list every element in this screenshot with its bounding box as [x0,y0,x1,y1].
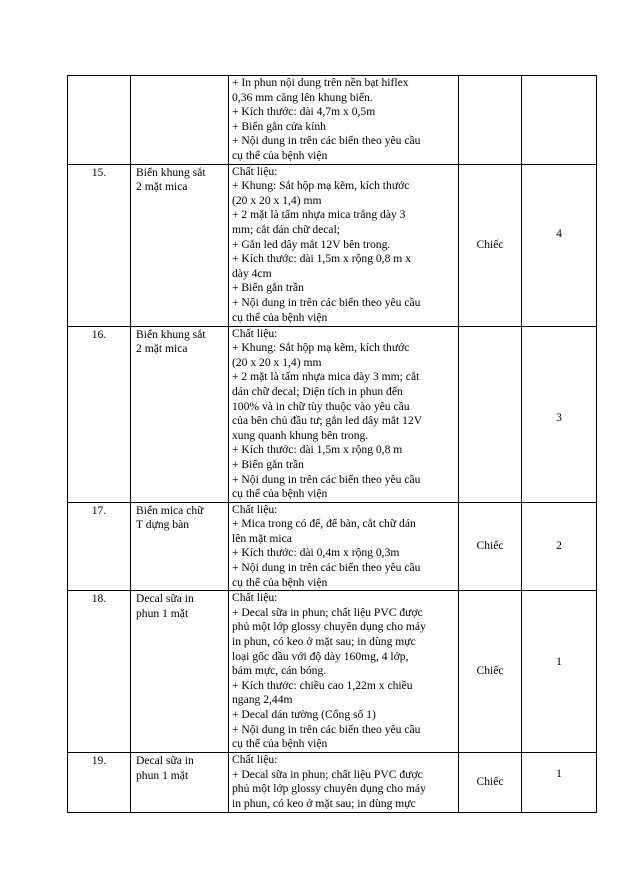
item-number-cell: 15. [68,164,131,326]
description-line: lên mặt mica [232,531,292,545]
description-line: + Decal dán tường (Cổng số 1) [232,708,376,721]
description-line: (20 x 20 x 1,4) mm [232,193,322,207]
item-name-line: 2 mặt mica [136,180,188,194]
description-line: xung quanh khung bên trong. [232,428,369,442]
item-name-line: Decal sữa in [136,592,194,606]
description-line: cụ thể của bệnh viện [232,737,328,751]
description-line: + Nội dung in trên các biển theo yêu cầu [232,722,421,736]
unit-cell: Chiếc [459,753,522,812]
description-line: của bên chủ đầu tư; gắn led dây mắt 12V [232,414,423,428]
description-line: Chất liệu: [232,502,278,516]
item-description-cell [229,753,459,812]
item-number-cell: 19. [68,753,131,812]
description-line: loại gốc dầu với độ dày 160mg, 4 lớp, [232,649,409,663]
description-line: cụ thể của bệnh viện [232,487,328,501]
table-row [68,76,597,165]
item-name-line: Biển khung sắt [136,327,206,341]
description-line: dán chữ decal; Diện tích in phun đến [232,384,403,398]
description-line: + Decal sữa in phun; chất liệu PVC được [232,605,423,619]
description-line: phủ một lớp glossy chuyên dụng cho máy [232,782,426,796]
quantity-cell [522,76,597,165]
description-line: Chất liệu: [232,164,278,178]
description-line: + 2 mặt là tấm nhựa mica dày 3 mm; cắt [232,370,420,384]
description-line: dày 4cm [232,266,272,280]
description-line: + Khung: Sắt hộp mạ kẽm, kích thước [232,341,410,355]
description-line: Chất liệu: [232,591,278,605]
specification-table [67,75,597,813]
description-line: + Biển gắn trần [232,281,304,295]
item-description-cell [229,164,459,326]
description-line: + Biển gắn cửa kính [232,119,326,133]
item-description-cell [229,591,459,753]
table-row [68,164,597,326]
description-line: + Nội dung in trên các biển theo yêu cầu [232,561,421,575]
description-line: + Mica trong có đế, để bàn, cắt chữ dán [232,517,416,531]
table-row [68,591,597,753]
item-name-cell [131,502,229,591]
description-line: + In phun nội dung trên nền bạt hiflex [232,76,409,89]
unit-cell: Chiếc [459,591,522,753]
description-line: ngang 2,44m [232,693,293,707]
item-name-line: T dựng bàn [136,518,190,532]
table-row [68,753,597,812]
item-name-line: phun 1 mặt [136,768,189,782]
quantity-cell: 1 [522,753,597,812]
description-line: + Nội dung in trên các biển theo yêu cầu [232,472,421,486]
table-row [68,326,597,502]
description-line: + Kích thước: chiều cao 1,22m x chiều [232,678,413,692]
description-line: + Kích thước: dài 1,5m x rộng 0,8 m x [232,252,411,266]
table-body [68,76,597,813]
item-description-cell [229,326,459,502]
description-line: (20 x 20 x 1,4) mm [232,355,322,369]
description-line: + Nội dung in trên các biển theo yêu cầu [232,295,421,309]
quantity-cell: 1 [522,591,597,753]
item-name-line: Biển khung sắt [136,165,206,179]
item-name-cell [131,164,229,326]
description-line: bám mực, cán bóng. [232,664,327,678]
quantity-cell: 3 [522,326,597,502]
description-line: + Kích thước: dài 0,4m x rộng 0,3m [232,546,400,560]
description-line: cụ thể của bệnh viện [232,148,328,162]
description-line: + Kích thước: dài 1,5m x rộng 0,8 m [232,443,403,457]
description-line: phủ một lớp glossy chuyên dụng cho máy [232,620,426,634]
item-number-cell: 17. [68,502,131,591]
description-line: + Gắn led dây mắt 12V bên trong. [232,237,391,251]
description-line: in phun, có keo ở mặt sau; in dùng mực [232,797,416,811]
description-line: Chất liệu: [232,326,278,340]
description-line: cụ thể của bệnh viện [232,310,328,324]
item-name-line: 2 mặt mica [136,342,188,356]
item-name-cell [131,326,229,502]
description-line: + Kích thước: dài 4,7m x 0,5m [232,105,376,119]
description-line: cụ thể của bệnh viện [232,575,328,589]
quantity-cell: 2 [522,502,597,591]
description-line: + Biển gắn trần [232,457,304,471]
description-line: 0,36 mm căng lên khung biển. [232,90,373,104]
unit-cell [459,76,522,165]
description-line: + Nội dung in trên các biển theo yêu cầu [232,134,421,148]
item-number-cell: 18. [68,591,131,753]
item-name-line: Decal sữa in [136,754,194,768]
description-line: + Decal sữa in phun; chất liệu PVC được [232,767,423,781]
item-name-line: Biển mica chữ [136,503,204,517]
description-line: mm; cắt dán chữ decal; [232,222,341,236]
item-description-cell [229,502,459,591]
item-number-cell: 16. [68,326,131,502]
description-line: + Khung: Sắt hộp mạ kẽm, kích thước [232,179,410,193]
item-name-line: phun 1 mặt [136,606,189,620]
item-name-cell [131,76,229,165]
description-line: Chất liệu: [232,753,278,767]
description-line: 100% và in chữ tùy thuộc vào yêu cầu [232,399,410,413]
description-line: + 2 mặt là tấm nhựa mica trắng dày 3 [232,208,406,222]
unit-cell [459,326,522,502]
unit-cell: Chiếc [459,164,522,326]
quantity-cell: 4 [522,164,597,326]
item-number-cell [68,76,131,165]
item-name-cell [131,753,229,812]
item-description-cell [229,76,459,165]
unit-cell: Chiếc [459,502,522,591]
table-row [68,502,597,591]
description-line: in phun, có keo ở mặt sau; in dùng mực [232,635,416,649]
item-name-cell [131,591,229,753]
